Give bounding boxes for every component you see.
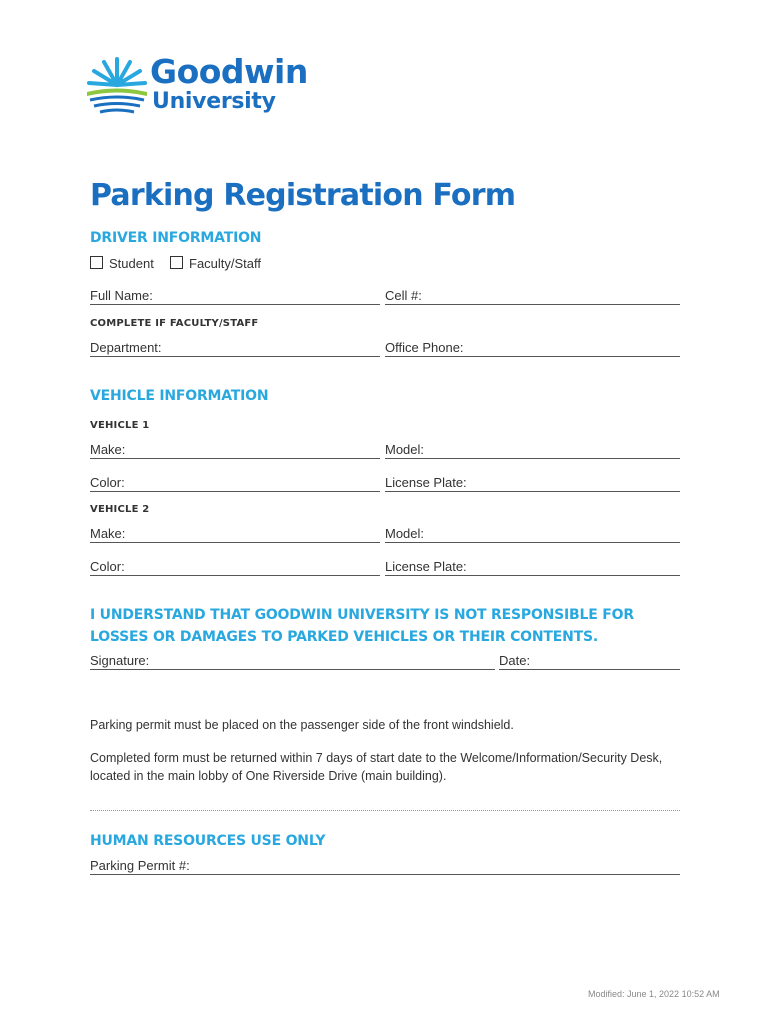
faculty-note: COMPLETE IF FACULTY/STAFF — [90, 318, 259, 329]
vehicle-2-label: VEHICLE 2 — [90, 504, 150, 515]
cell-label: Cell #: — [385, 288, 422, 303]
v2-make-label: Make: — [90, 526, 126, 541]
parking-permit-label: Parking Permit #: — [90, 858, 190, 873]
v2-plate-field[interactable] — [385, 575, 680, 576]
date-label: Date: — [499, 653, 531, 668]
v1-model-label: Model: — [385, 442, 425, 457]
parking-permit-field[interactable] — [90, 874, 680, 875]
logo-goodwin-text: Goodwin — [150, 52, 308, 91]
liability-disclaimer: I UNDERSTAND THAT GOODWIN UNIVERSITY IS NOT RESPONSIBLE FOR LOSSES OR DAMAGES TO PARKED VEHICLES OR THEIR CONTENTS. — [90, 607, 634, 645]
signature-label: Signature: — [90, 653, 150, 668]
v2-model-field[interactable] — [385, 542, 680, 543]
office-phone-label: Office Phone: — [385, 340, 464, 355]
v1-make-field[interactable] — [90, 458, 380, 459]
cell-field[interactable] — [385, 304, 680, 305]
v1-plate-field[interactable] — [385, 491, 680, 492]
vehicle-information-heading: VEHICLE INFORMATION — [90, 388, 269, 404]
student-checkbox-label: Student — [109, 256, 154, 271]
student-option[interactable] — [90, 256, 154, 272]
permit-placement-note: Parking permit must be placed on the passenger side of the front windshield. — [90, 718, 514, 732]
goodwin-logo — [86, 52, 308, 125]
section-divider — [90, 810, 680, 811]
v1-plate-label: License Plate: — [385, 475, 467, 490]
v2-model-label: Model: — [385, 526, 425, 541]
office-phone-field[interactable] — [385, 356, 680, 357]
v1-make-label: Make: — [90, 442, 126, 457]
v2-color-field[interactable] — [90, 575, 380, 576]
v1-color-field[interactable] — [90, 491, 380, 492]
return-instructions-note: Completed form must be returned within 7 days of start date to the Welcome/Information/Security Desk, located in the main lobby of One Riverside Drive (main building). — [90, 751, 663, 783]
student-checkbox[interactable] — [90, 256, 103, 269]
v2-color-label: Color: — [90, 559, 125, 574]
v2-make-field[interactable] — [90, 542, 380, 543]
modified-timestamp: Modified: June 1, 2022 10:52 AM — [588, 989, 720, 999]
hr-use-only-heading: HUMAN RESOURCES USE ONLY — [90, 833, 326, 849]
full-name-label: Full Name: — [90, 288, 153, 303]
faculty-staff-option[interactable] — [170, 256, 261, 272]
sun-wave-icon — [86, 55, 148, 117]
logo-university-text: University — [152, 89, 276, 114]
faculty-staff-checkbox-label: Faculty/Staff — [189, 256, 262, 271]
vehicle-1-label: VEHICLE 1 — [90, 420, 150, 431]
v1-model-field[interactable] — [385, 458, 680, 459]
faculty-staff-checkbox[interactable] — [170, 256, 183, 269]
v2-plate-label: License Plate: — [385, 559, 467, 574]
full-name-field[interactable] — [90, 304, 380, 305]
date-field[interactable] — [499, 669, 680, 670]
signature-field[interactable] — [90, 669, 495, 670]
department-field[interactable] — [90, 356, 380, 357]
department-label: Department: — [90, 340, 162, 355]
v1-color-label: Color: — [90, 475, 125, 490]
driver-information-heading: DRIVER INFORMATION — [90, 230, 262, 246]
form-title: Parking Registration Form — [90, 178, 516, 213]
